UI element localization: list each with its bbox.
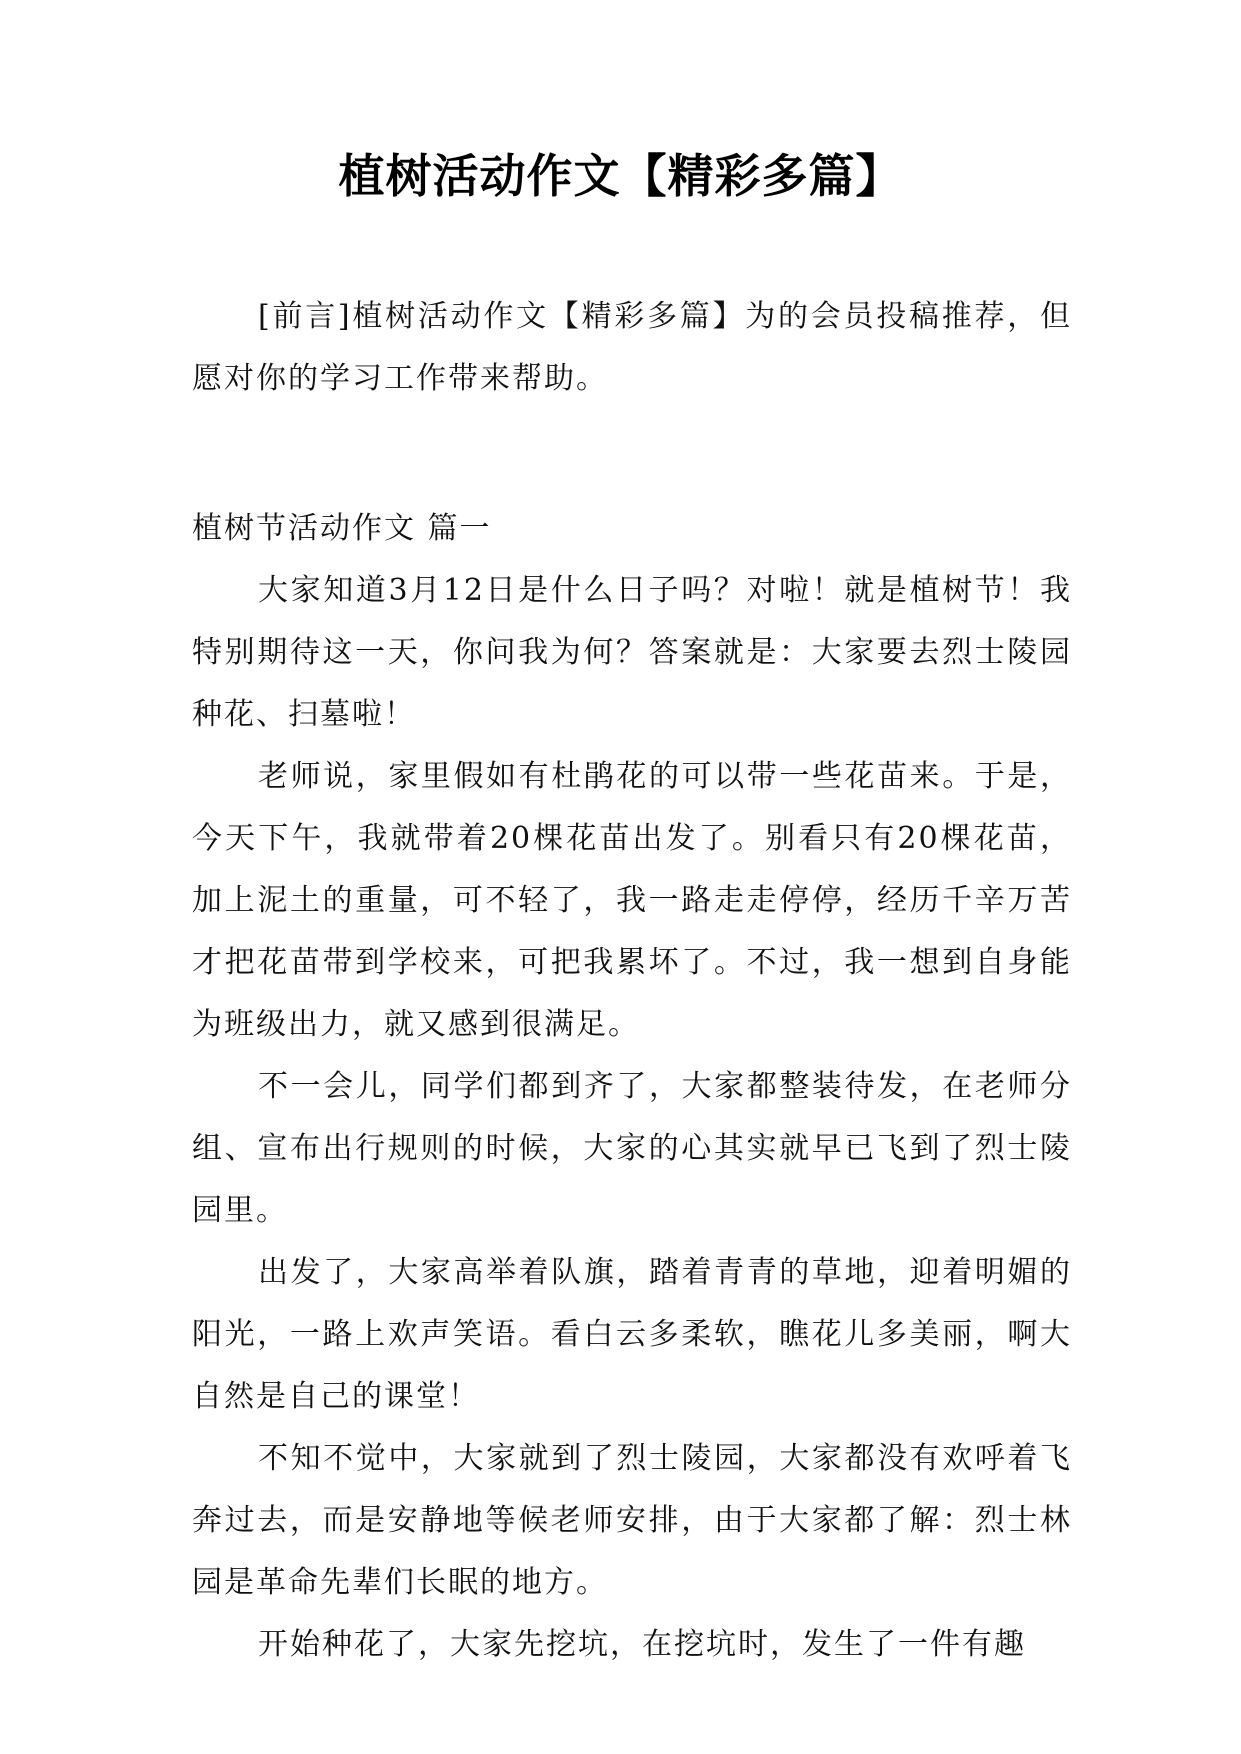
document-body xyxy=(192,286,1072,1676)
body-paragraph: 不知不觉中，大家就到了烈士陵园，大家都没有欢呼着飞奔过去，而是安静地等候老师安排，由于大家都了解：烈士林园是革命先辈们长眠的地方。 xyxy=(192,1441,1072,1600)
body-paragraph: 开始种花了，大家先挖坑，在挖坑时，发生了一件有趣 xyxy=(258,1627,1026,1662)
document-title: 植树活动作文【精彩多篇】 xyxy=(338,149,903,203)
body-paragraph: 大家知道3月12日是什么日子吗？对啦！就是植树节！我特别期待这一天，你问我为何？答案就是：大家要去烈士陵园种花、扫墓啦！ xyxy=(192,573,1072,732)
section-heading: 植树节活动作文 篇一 xyxy=(192,511,492,546)
intro-paragraph: [前言]植树活动作文【精彩多篇】为的会员投稿推荐，但愿对你的学习工作带来帮助。 xyxy=(192,299,1072,396)
body-paragraph: 出发了，大家高举着队旗，踏着青青的草地，迎着明媚的阳光，一路上欢声笑语。看白云多柔软，瞧花儿多美丽，啊大自然是自己的课堂！ xyxy=(192,1255,1072,1414)
body-paragraph: 不一会儿，同学们都到齐了，大家都整装待发，在老师分组、宣布出行规则的时候，大家的心其实就早已飞到了烈士陵园里。 xyxy=(192,1069,1072,1228)
body-paragraph: 老师说，家里假如有杜鹃花的可以带一些花苗来。于是，今天下午，我就带着20棵花苗出发了。别看只有20棵花苗，加上泥土的重量，可不轻了，我一路走走停停，经历千辛万苦才把花苗带到学校来，可把我累坏了。不过，我一想到自身能为班级出力，就又感到很满足。 xyxy=(192,759,1072,1042)
